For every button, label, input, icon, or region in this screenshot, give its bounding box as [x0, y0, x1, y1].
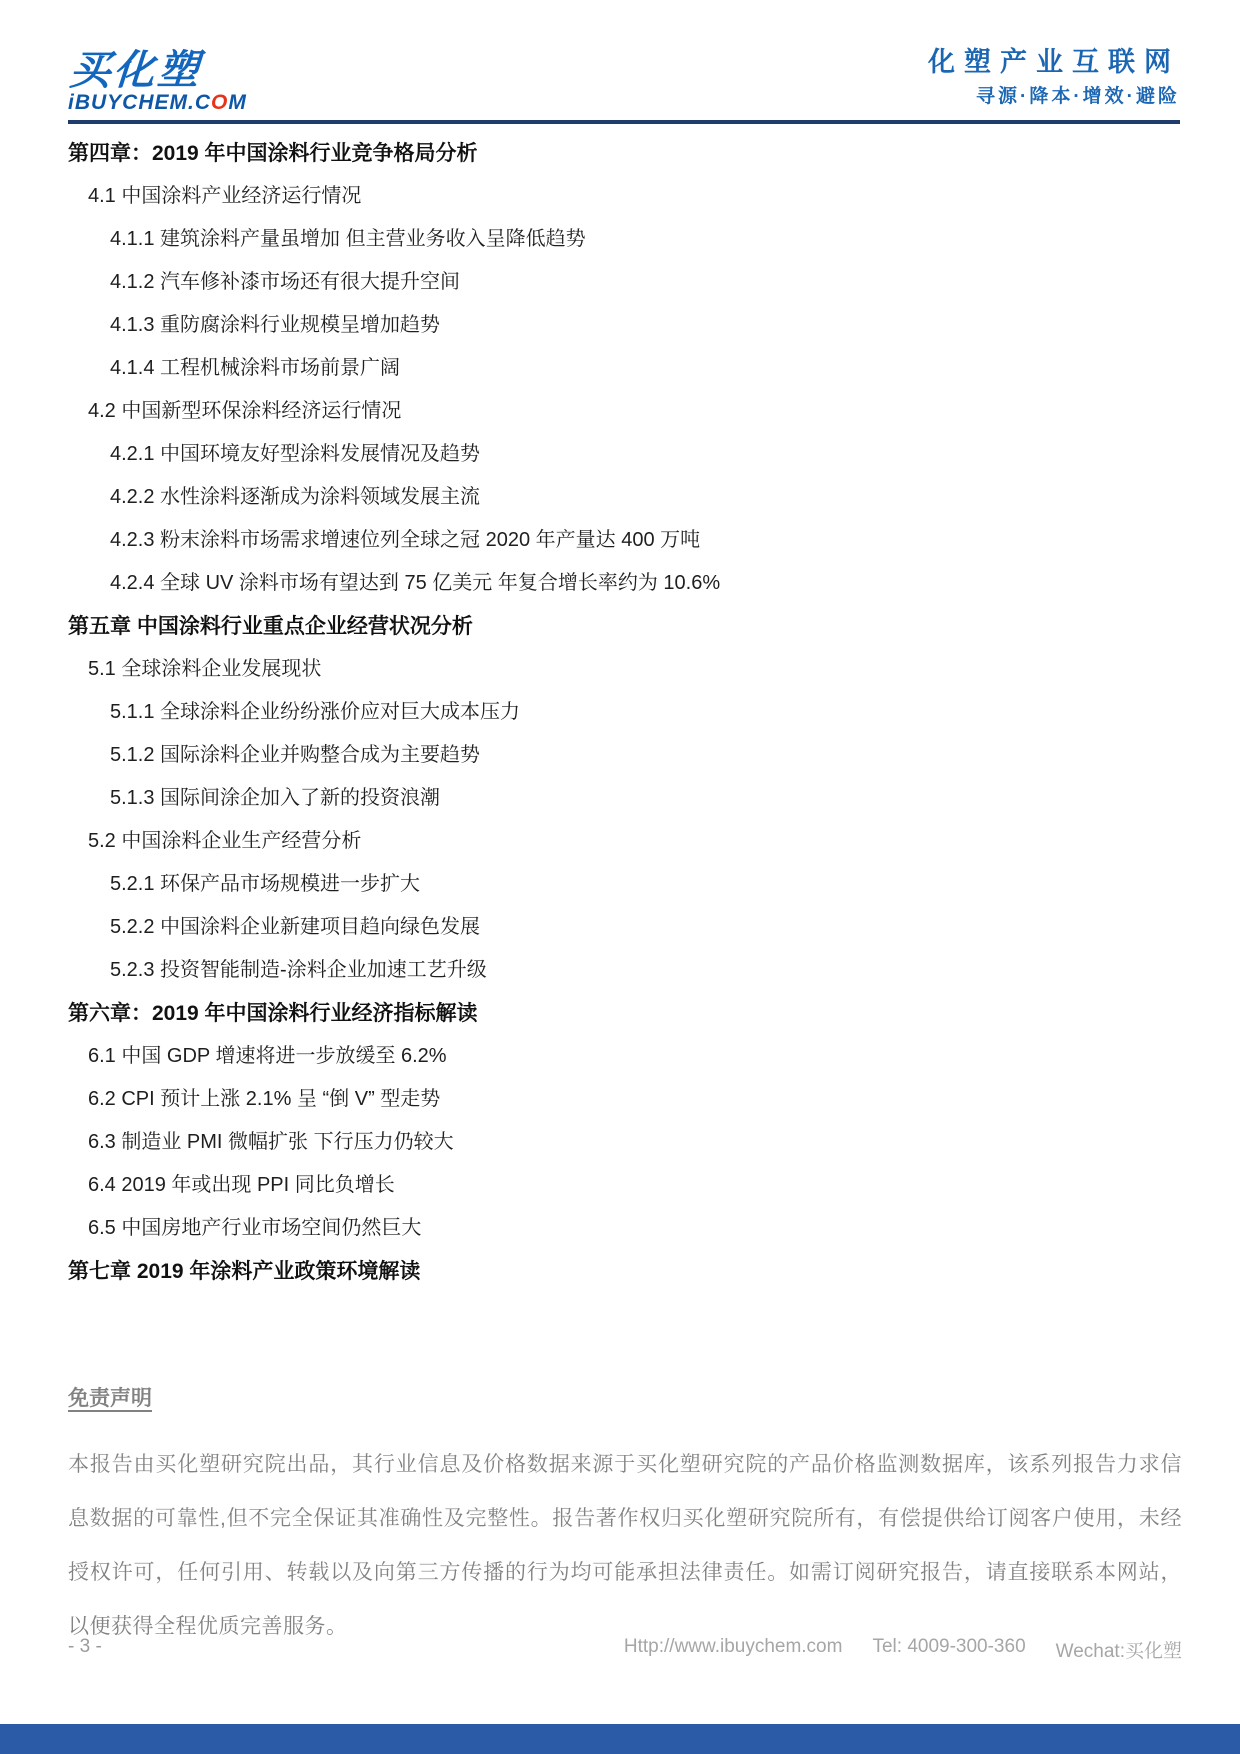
toc-chapter-heading: 第七章 2019 年涂料产业政策环境解读: [68, 1259, 421, 1283]
toc-item: 5.2 中国涂料企业生产经营分析: [88, 829, 362, 852]
toc-item: 4.1 中国涂料产业经济运行情况: [88, 184, 362, 207]
footer-contact-block: [624, 1636, 1182, 1663]
toc-item: 6.1 中国 GDP 增速将进一步放缓至 6.2%: [88, 1044, 447, 1067]
toc-item: 4.1.1 建筑涂料产量虽增加 但主营业务收入呈降低趋势: [110, 227, 586, 250]
header-slogan-sub: 寻源·降本·增效·避险: [976, 85, 1180, 107]
toc-item: 5.1.1 全球涂料企业纷纷涨价应对巨大成本压力: [110, 700, 521, 723]
toc-item: 6.4 2019 年或出现 PPI 同比负增长: [88, 1173, 395, 1196]
logo-chinese-text: 买化塑: [67, 46, 204, 93]
toc-item: 4.2 中国新型环保涂料经济运行情况: [88, 399, 402, 422]
logo-en-part1: iBUYCHEM.C: [68, 90, 212, 114]
footer-url: Http://www.ibuychem.com: [623, 1636, 843, 1657]
toc-item: 5.1 全球涂料企业发展现状: [88, 657, 322, 680]
disclaimer-body: 本报告由买化塑研究院出品，其行业信息及价格数据来源于买化塑研究院的产品价格监测数据库，该系列报告力求信息数据的可靠性,但不完全保证其准确性及完整性。报告著作权归买化塑研究院所有，有偿提供给订阅客户使用，未经授权许可，任何引用、转载以及向第三方传播的行为均可能承担法律责任。如需订阅研究报告，请直接联系本网站，以便获得全程优质完善服务。: [68, 1453, 1182, 1638]
bottom-blue-bar: [0, 1724, 1240, 1754]
toc-item: 4.2.4 全球 UV 涂料市场有望达到 75 亿美元 年复合增长率约为 10.6%: [110, 571, 721, 594]
ibuychem-logo: [67, 46, 247, 114]
logo-gear-o-icon: O: [211, 90, 229, 114]
logo-english-text: [68, 92, 247, 113]
header-divider: [68, 120, 1180, 124]
page-footer: [68, 1636, 1182, 1663]
toc-item: 5.2.2 中国涂料企业新建项目趋向绿色发展: [110, 915, 481, 938]
toc-chapter-heading: 第四章：2019 年中国涂料行业竞争格局分析: [68, 141, 478, 165]
toc-item: 6.2 CPI 预计上涨 2.1% 呈 “倒 V” 型走势: [88, 1087, 441, 1110]
logo-en-part2: M: [228, 90, 247, 114]
header-slogan-block: [928, 46, 1180, 113]
page-number: - 3 -: [68, 1636, 102, 1657]
toc-item: 4.2.2 水性涂料逐渐成为涂料领域发展主流: [110, 485, 481, 508]
footer-tel: Tel: 4009-300-360: [872, 1636, 1026, 1657]
toc-item: 5.1.3 国际间涂企加入了新的投资浪潮: [110, 786, 441, 809]
toc-chapter-heading: 第五章 中国涂料行业重点企业经营状况分析: [68, 614, 473, 638]
footer-wechat: Wechat:买化塑: [1055, 1641, 1182, 1662]
toc-item: 4.1.2 汽车修补漆市场还有很大提升空间: [110, 270, 461, 293]
toc: [68, 132, 1180, 1293]
toc-item: 5.2.1 环保产品市场规模进一步扩大: [110, 872, 421, 895]
header-slogan-main: 化塑产业互联网: [928, 47, 1180, 77]
toc-item: 5.2.3 投资智能制造-涂料企业加速工艺升级: [110, 958, 487, 981]
toc-item: 4.1.3 重防腐涂料行业规模呈增加趋势: [110, 313, 441, 336]
page-header: [68, 0, 1180, 113]
toc-item: 6.3 制造业 PMI 微幅扩张 下行压力仍较大: [88, 1130, 454, 1153]
toc-item: 6.5 中国房地产行业市场空间仍然巨大: [88, 1216, 422, 1239]
toc-item: 4.2.3 粉末涂料市场需求增速位列全球之冠 2020 年产量达 400 万吨: [110, 528, 701, 551]
toc-item: 4.2.1 中国环境友好型涂料发展情况及趋势: [110, 442, 481, 465]
disclaimer-title: 免责声明: [68, 1387, 152, 1410]
toc-item: 4.1.4 工程机械涂料市场前景广阔: [110, 356, 401, 379]
toc-chapter-heading: 第六章：2019 年中国涂料行业经济指标解读: [68, 1001, 478, 1025]
disclaimer-section: [68, 1382, 1182, 1654]
toc-item: 5.1.2 国际涂料企业并购整合成为主要趋势: [110, 743, 481, 766]
